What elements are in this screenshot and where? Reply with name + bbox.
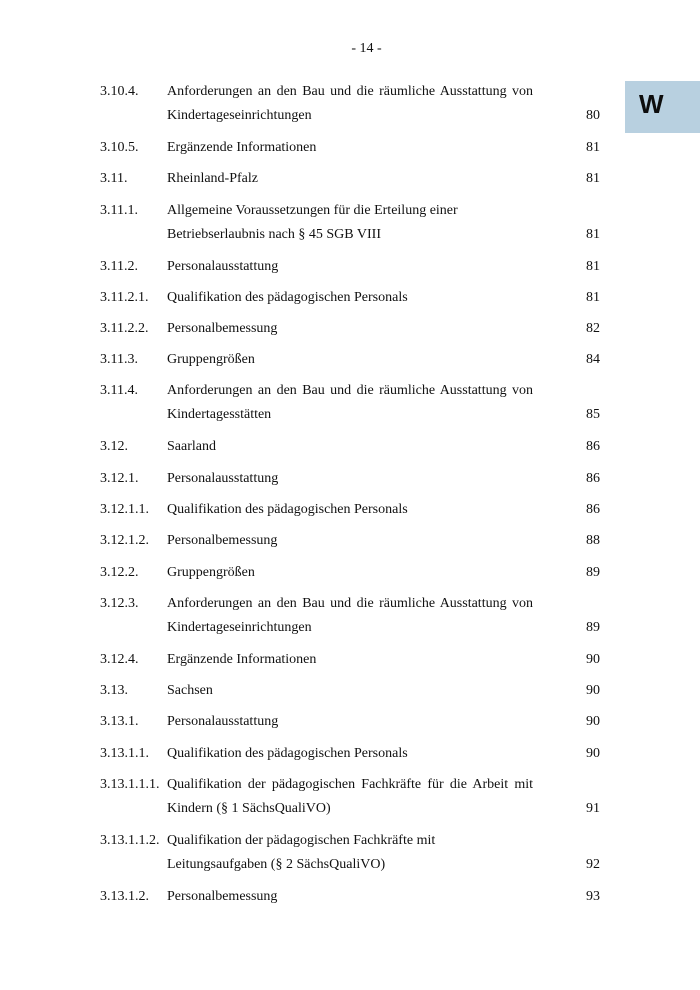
toc-entry-page: 91 bbox=[586, 801, 600, 816]
toc-entry-page: 93 bbox=[586, 889, 600, 904]
toc-entry-number: 3.11. bbox=[100, 171, 128, 186]
toc-entry-page: 81 bbox=[586, 140, 600, 155]
toc-entry-page: 86 bbox=[586, 471, 600, 486]
section-tab-label: W bbox=[639, 89, 663, 119]
toc-entry-page: 86 bbox=[586, 439, 600, 454]
toc-entry-number: 3.11.3. bbox=[100, 352, 138, 367]
toc-entry-number: 3.13.1.2. bbox=[100, 889, 149, 904]
toc-entry-title: Qualifikation der pädagogischen Fachkräfte für die Arbeit mit Kindern (§ 1 SächsQualiVO) bbox=[167, 777, 533, 816]
toc-entry-page: 80 bbox=[586, 108, 600, 123]
toc-entry-number: 3.13.1.1.1. bbox=[100, 777, 160, 792]
toc-entry-title: Saarland bbox=[167, 439, 216, 454]
toc-entry-number: 3.11.4. bbox=[100, 383, 138, 398]
toc-entry-number: 3.11.2. bbox=[100, 259, 138, 274]
page-number: - 14 - bbox=[351, 41, 382, 56]
toc-entry-page: 90 bbox=[586, 746, 600, 761]
toc-entry-page: 81 bbox=[586, 290, 600, 305]
toc-entry-title: Rheinland-Pfalz bbox=[167, 171, 258, 186]
toc-entry-page: 82 bbox=[586, 321, 600, 336]
toc-entry-title: Sachsen bbox=[167, 683, 213, 698]
toc-entry-title: Anforderungen an den Bau und die räumliche Ausstattung von Kindertageseinrichtungen bbox=[167, 84, 533, 123]
toc-entry-number: 3.13.1.1.2. bbox=[100, 833, 160, 848]
toc-entry-page: 81 bbox=[586, 259, 600, 274]
toc-entry-page: 88 bbox=[586, 533, 600, 548]
toc-entry[interactable] bbox=[0, 199, 700, 247]
toc-entry-number: 3.10.5. bbox=[100, 140, 139, 155]
toc-entry-number: 3.13.1. bbox=[100, 714, 139, 729]
toc-entry-title: Gruppengrößen bbox=[167, 565, 255, 580]
toc-entry-page: 86 bbox=[586, 502, 600, 517]
toc-entry-number: 3.13.1.1. bbox=[100, 746, 149, 761]
toc-entry-title: Gruppengrößen bbox=[167, 352, 255, 367]
toc-entry-title: Qualifikation der pädagogischen Fachkräfte mit Leitungsaufgaben (§ 2 SächsQualiVO) bbox=[167, 833, 436, 872]
toc-entry-page: 92 bbox=[586, 857, 600, 872]
toc-entry-title: Personalbemessung bbox=[167, 889, 278, 904]
toc-entry-number: 3.12.1.2. bbox=[100, 533, 149, 548]
toc-entry-title: Personalbemessung bbox=[167, 533, 278, 548]
toc-entry-page: 90 bbox=[586, 714, 600, 729]
toc-entry-title: Personalbemessung bbox=[167, 321, 278, 336]
toc-entry-title: Personalausstattung bbox=[167, 471, 279, 486]
toc-entry-title: Ergänzende Informationen bbox=[167, 140, 317, 155]
toc-entry-title: Qualifikation des pädagogischen Personals bbox=[167, 290, 408, 305]
toc-entry-title: Ergänzende Informationen bbox=[167, 652, 317, 667]
toc-entry-number: 3.11.2.1. bbox=[100, 290, 149, 305]
toc-entry-number: 3.12.1.1. bbox=[100, 502, 149, 517]
toc-entry-number: 3.12. bbox=[100, 439, 128, 454]
toc-entry[interactable] bbox=[0, 80, 700, 128]
toc-entry-page: 81 bbox=[586, 171, 600, 186]
toc-entry-title: Anforderungen an den Bau und die räumliche Ausstattung von Kindertageseinrichtungen bbox=[167, 596, 533, 635]
toc-entry-title: Personalausstattung bbox=[167, 259, 279, 274]
toc-entry-page: 89 bbox=[586, 565, 600, 580]
toc-entry-page: 90 bbox=[586, 652, 600, 667]
toc-entry[interactable] bbox=[0, 773, 700, 821]
toc-entry-number: 3.11.1. bbox=[100, 203, 138, 218]
toc-entry[interactable] bbox=[0, 592, 700, 640]
toc-entry-number: 3.11.2.2. bbox=[100, 321, 149, 336]
toc-entry-title: Qualifikation des pädagogischen Personals bbox=[167, 502, 408, 517]
toc-entry-title: Personalausstattung bbox=[167, 714, 279, 729]
toc-entry-title: Anforderungen an den Bau und die räumliche Ausstattung von Kindertagesstätten bbox=[167, 383, 533, 422]
toc-entry-page: 81 bbox=[586, 227, 600, 242]
toc-entry-page: 85 bbox=[586, 407, 600, 422]
toc-entry-number: 3.12.4. bbox=[100, 652, 139, 667]
toc-entry-number: 3.10.4. bbox=[100, 84, 139, 99]
toc-entry-page: 89 bbox=[586, 620, 600, 635]
toc-entry-title: Qualifikation des pädagogischen Personals bbox=[167, 746, 408, 761]
toc-entry-page: 84 bbox=[586, 352, 600, 367]
toc-entry-number: 3.12.3. bbox=[100, 596, 139, 611]
toc-entry-number: 3.12.2. bbox=[100, 565, 139, 580]
toc-entry[interactable] bbox=[0, 829, 700, 877]
toc-entry-number: 3.13. bbox=[100, 683, 128, 698]
toc-entry[interactable] bbox=[0, 379, 700, 427]
toc-entry-number: 3.12.1. bbox=[100, 471, 139, 486]
toc-entry-title: Allgemeine Voraussetzungen für die Erteilung einer Betriebserlaubnis nach § 45 SGB VIII bbox=[167, 203, 458, 242]
toc-entry-page: 90 bbox=[586, 683, 600, 698]
